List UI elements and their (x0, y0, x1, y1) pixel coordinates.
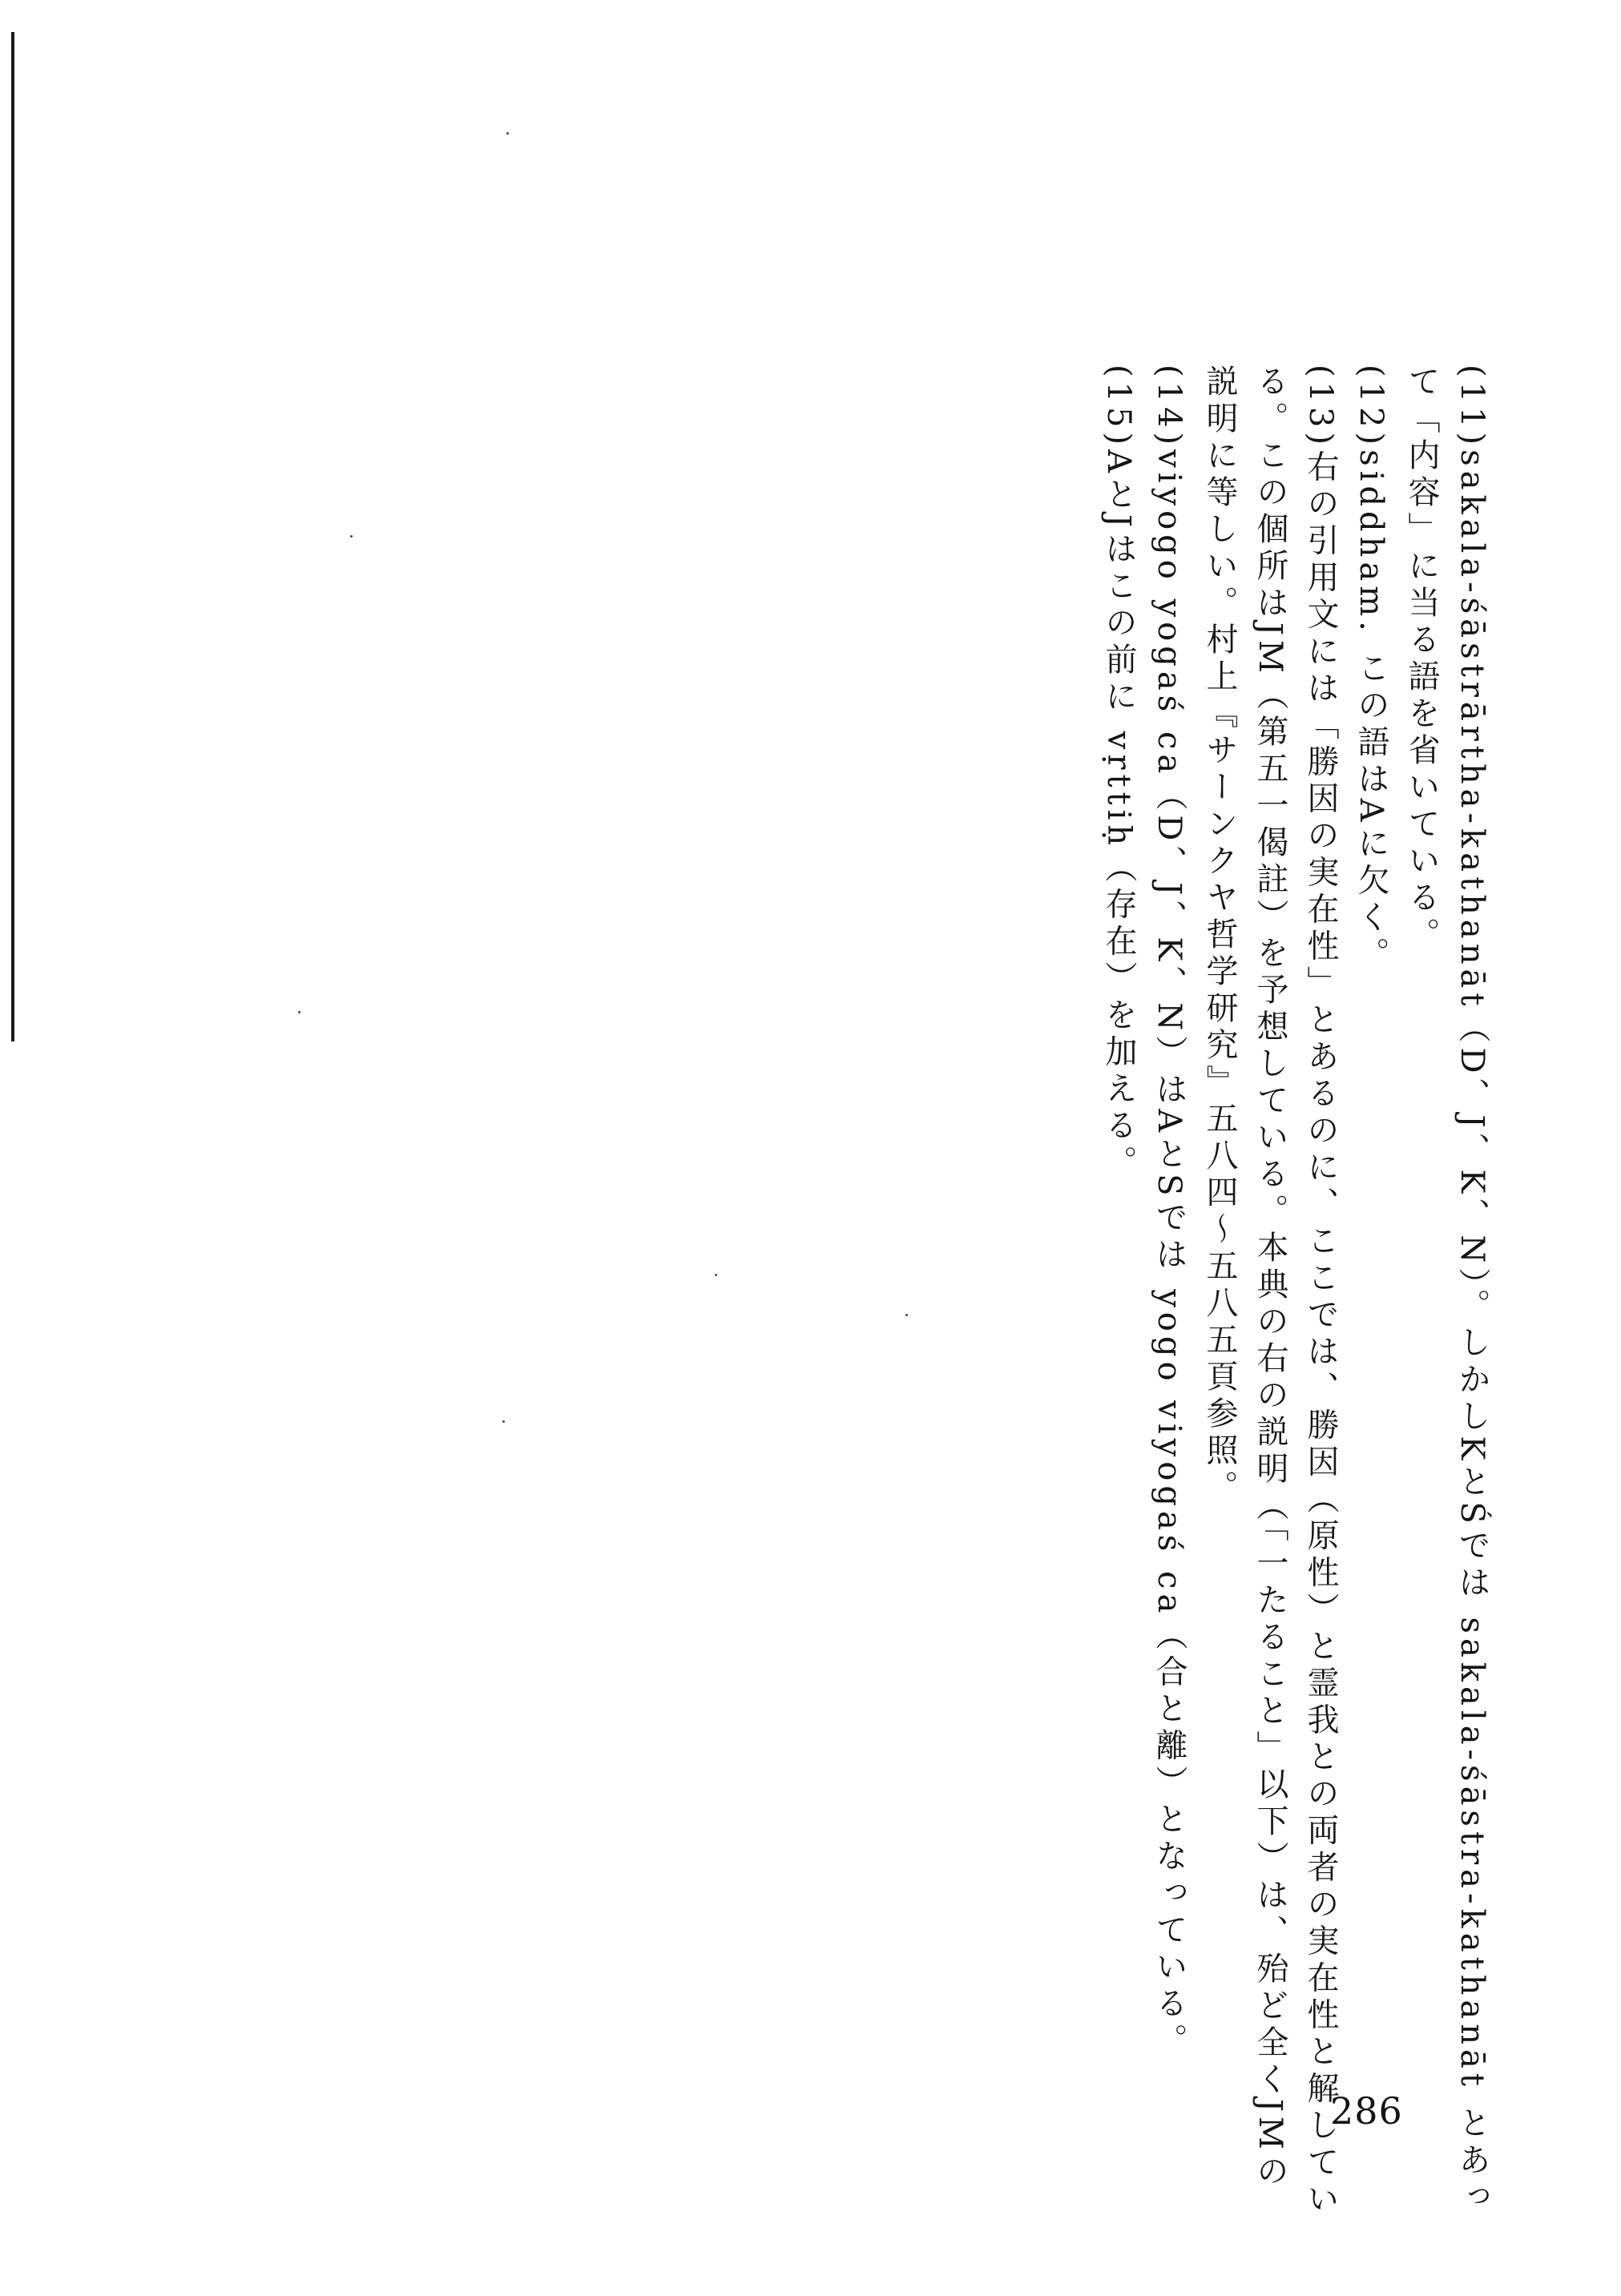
note-text: sakala-śāstrārtha-kathanāt（D、J、K、N）。しかしKとŚでは sakala-śāstra-kathanāt とあって「内容」に当る語を省いている。 (1403, 365, 1490, 2217)
note-11 (1396, 365, 1497, 2223)
scan-speck (905, 1314, 908, 1316)
note-number: (11) (1454, 365, 1490, 450)
note-text: siddham. この語はAに欠く。 (1353, 449, 1389, 974)
note-number: (14) (1151, 365, 1188, 450)
note-13 (1194, 365, 1345, 2223)
note-14 (1143, 365, 1194, 2223)
page-number: 286 (1330, 2089, 1403, 2133)
scan-speck (502, 1420, 505, 1423)
note-text: AとJはこの前に vṛttiḥ（存在）を加える。 (1100, 449, 1137, 1182)
scan-speck (506, 132, 509, 135)
note-number: (12) (1353, 365, 1389, 450)
note-number: (15) (1100, 365, 1137, 450)
note-text: 右の引用文には「勝因の実在性」とあるのに、ここでは、勝因（原性）と霊我との両者の実在性と解している。この個所はJM（第五一偈註）を予想している。本典の右の説明（「一たること」以下）は、殆ど全くJMの説明に等しい。村上『サーンクヤ哲学研究』五八四～五八五頁参照。 (1201, 365, 1339, 2219)
scan-speck (715, 1274, 717, 1276)
note-12 (1345, 365, 1396, 2223)
scan-speck (350, 535, 353, 538)
note-number: (13) (1302, 365, 1339, 450)
binding-edge-line (11, 32, 14, 1041)
note-15 (1093, 365, 1143, 2223)
note-text: viyogo yogaś ca（D、J、K、N）はAとSでは yogo viyogaś ca（合と離）となっている。 (1151, 449, 1188, 2060)
scan-speck (298, 1011, 300, 1013)
endnotes-block (1093, 365, 1497, 2223)
